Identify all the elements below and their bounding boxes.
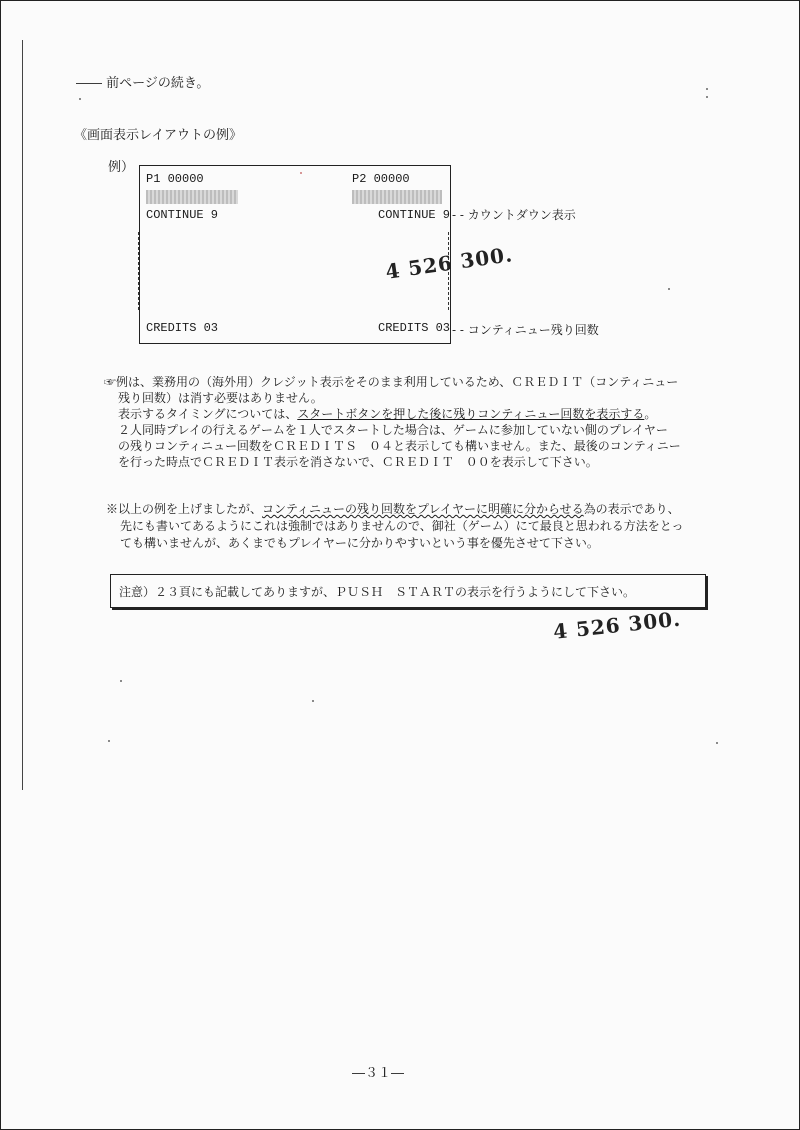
remaining-count-annotation: - - コンティニュー残り回数 bbox=[452, 323, 599, 337]
p1-blurred-field bbox=[146, 190, 238, 204]
example-label: 例） bbox=[108, 160, 135, 175]
note-para1-line6: を行った時点でＣＲＥＤＩＴ表示を消さないで、ＣＲＥＤＩＴ ００を表示して下さい。 bbox=[118, 455, 598, 469]
scan-speck bbox=[120, 680, 122, 682]
continue-left: CONTINUE 9 bbox=[146, 208, 219, 222]
para2-line1-post: 為の表示であり、 bbox=[583, 502, 680, 516]
number-stamp-2: 4 526 300. bbox=[552, 606, 683, 644]
number-stamp-1: 4 526 300. bbox=[384, 242, 515, 284]
p2-score: P2 00000 bbox=[352, 172, 410, 186]
caution-text: 注意）２３頁にも記載してありますが、ＰＵＳＨ ＳＴＡＲＴの表示を行うようにして下さい。 bbox=[119, 585, 636, 599]
scan-speck bbox=[79, 98, 81, 100]
para1-line1-text: 例は、業務用の（海外用）クレジット表示をそのまま利用しているため、ＣＲＥＤＩＴ（コンティニュー bbox=[116, 375, 679, 389]
pointing-hand-icon: ☞ bbox=[104, 375, 117, 389]
note-para2-line3: ても構いませんが、あくまでもプレイヤーに分かりやすいという事を優先させて下さい。 bbox=[120, 536, 599, 550]
scan-speck bbox=[706, 88, 708, 90]
continue-right: CONTINUE 9 bbox=[378, 208, 451, 222]
note-para1-line1 bbox=[104, 373, 678, 390]
caution-box bbox=[110, 574, 706, 608]
note-para1-line4: ２人同時プレイの行えるゲームを１人でスタートした場合は、ゲームに参加していない側のプレイヤー bbox=[118, 423, 668, 437]
section-title: 《画面表示レイアウトの例》 bbox=[74, 128, 242, 143]
scan-speck bbox=[706, 96, 708, 98]
scan-speck bbox=[300, 172, 302, 174]
note-para1-line5: の残りコンティニュー回数をＣＲＥＤＩＴＳ ０４と表示しても構いません。また、最後のコンティニー bbox=[118, 439, 681, 453]
page-number: ―３１― bbox=[352, 1066, 405, 1081]
continuation-note: ―― 前ページの続き。 bbox=[76, 76, 210, 91]
binding-line bbox=[22, 40, 23, 790]
note-para1-line3 bbox=[118, 405, 656, 422]
note-para2-line2: 先にも書いてあるようにこれは強制ではありませんので、御社（ゲーム）にて最良と思われる方法をとっ bbox=[120, 519, 684, 533]
para2-wavy-underline: コンティニューの残り回数をプレイヤーに明確に分からせる bbox=[262, 502, 584, 516]
para2-line1-pre: ※以上の例を上げましたが、 bbox=[106, 502, 263, 516]
para1-line3-pre: 表示するタイミングについては、 bbox=[118, 407, 298, 421]
note-para2-line1 bbox=[106, 500, 680, 517]
scan-speck bbox=[668, 288, 670, 290]
para1-underlined-timing: スタートボタンを押した後に残りコンティニュー回数を表示する bbox=[297, 407, 645, 421]
para1-line3-post: 。 bbox=[644, 407, 657, 421]
note-para1-line2: 残り回数）は消す必要はありません。 bbox=[118, 391, 323, 405]
credits-right: CREDITS 03 bbox=[378, 321, 451, 335]
p1-score: P1 00000 bbox=[146, 172, 204, 186]
countdown-annotation: - - カウントダウン表示 bbox=[452, 208, 576, 222]
credits-left: CREDITS 03 bbox=[146, 321, 219, 335]
dashed-left-edge bbox=[138, 232, 139, 310]
p2-blurred-field bbox=[352, 190, 442, 204]
scan-speck bbox=[716, 742, 718, 744]
scan-speck bbox=[108, 740, 110, 742]
screen-layout-example bbox=[139, 165, 451, 344]
scan-speck bbox=[312, 700, 314, 702]
